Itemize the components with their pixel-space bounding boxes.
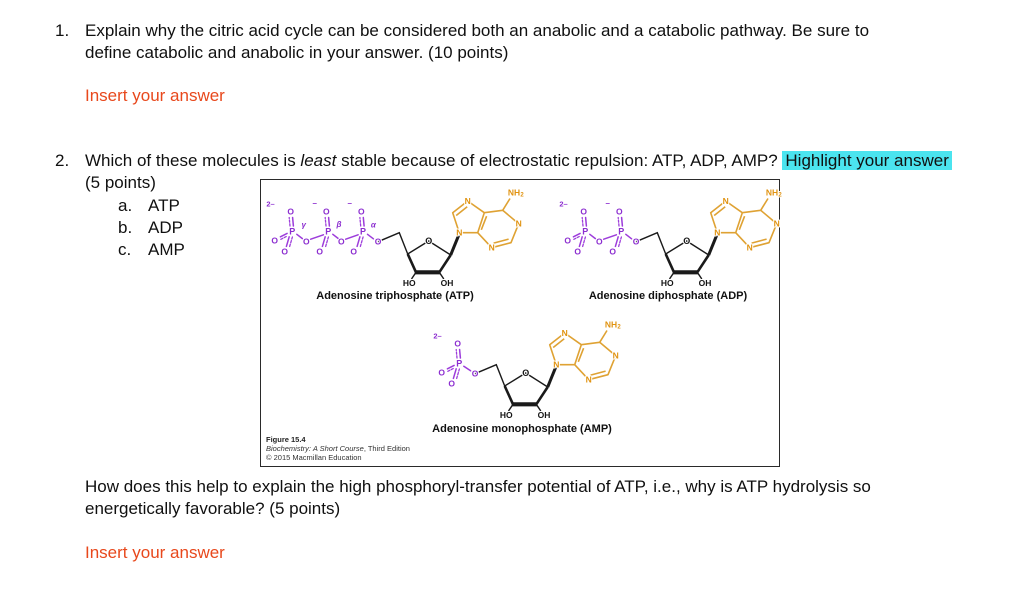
q2-italic-word: least [300,151,337,170]
q2-answer-prompt[interactable]: Insert your answer [85,543,225,562]
q2-followup-text [85,476,1005,520]
q1-text [85,20,1005,64]
atom-label: O [609,246,617,257]
atp-caption: Adenosine triphosphate (ATP) [316,290,474,302]
atom-label: O [615,206,623,217]
atom-label: P [359,226,367,237]
amp-caption: Adenosine monophosphate (AMP) [432,423,612,435]
atom-label: OH [698,278,712,288]
atom-label: α [370,220,376,230]
q2-text-post: stable because of electrostatic repulsion: ATP, ADP, AMP? [336,151,783,170]
atom-label: 2– [433,331,442,341]
atom-label: – [605,199,610,208]
choice-c-letter: c. [118,240,132,259]
q2-line1 [85,150,1020,172]
atom-label: O [595,236,603,247]
atom-label: OH [537,410,551,420]
atom-label: N [585,374,592,385]
atom-label: O [350,246,358,257]
figure-credit-source [266,444,410,453]
atom-label: O [522,368,530,378]
atom-label: N [456,227,463,238]
atom-label: N [553,359,560,370]
q2-followup-line2: energetically favorable? (5 points) [85,499,341,518]
atom-label: O [683,236,691,246]
adp-structure [556,186,781,300]
atom-label: HO [660,278,674,288]
figure-credit-title: Figure 15.4 [266,435,306,444]
atom-label: O [302,236,310,247]
atp-structure [263,186,539,300]
atom-label: β [336,219,342,229]
atom-label: O [316,246,324,257]
atom-label: P [582,226,589,237]
atom-label: P [325,226,332,237]
atom-label: N [746,242,753,253]
adp-ribose-side-bonds [666,254,709,272]
atom-label: 2– [559,199,568,209]
amp-structure [430,318,630,432]
atom-label: 2 [778,192,782,199]
atom-label: O [271,235,279,246]
atom-label: O [322,206,330,217]
choice-a-letter: a. [118,196,133,215]
q1-answer-prompt[interactable]: Insert your answer [85,86,225,105]
atom-label: N [773,218,780,229]
adp-adenine-rings [711,199,777,248]
atom-label: N [561,328,568,338]
atom-label: O [580,206,588,217]
atom-label: 2 [520,192,524,199]
choice-b-text: ADP [148,218,183,237]
atp-ribose-side-bonds [408,254,451,272]
adp-caption: Adenosine diphosphate (ADP) [588,290,748,302]
atom-label: N [612,350,619,361]
atom-label: O [564,235,572,246]
atom-label: P [618,226,625,237]
atom-label: O [287,206,295,217]
atom-label: HO [499,410,513,420]
q2-text-pre: Which of these molecules is [85,151,301,170]
atom-label: O [357,206,365,217]
choice-a-text: ATP [148,196,180,215]
q1-line1: Explain why the citric acid cycle can be considered both an anabolic and a catabolic pathway. Be sure to [85,21,870,40]
choice-a[interactable] [118,195,180,217]
atom-label: NH [507,187,521,198]
atom-label: O [632,236,640,247]
q1-line2: define catabolic and anabolic in your answer. (10 points) [85,43,509,62]
atom-label: O [471,368,479,379]
atom-label: N [488,242,495,253]
atom-label: O [448,378,456,389]
atom-label: γ [301,220,306,230]
choice-c-text: AMP [148,240,185,259]
atom-label: N [722,196,729,206]
atom-label: O [454,338,462,349]
atom-label: N [464,196,471,206]
atom-label: O [281,246,289,257]
atom-label: O [425,236,433,246]
amp-ribose-side-bonds [505,386,548,404]
atom-label: N [515,218,522,229]
choice-b[interactable] [118,217,183,239]
atom-label: O [438,367,446,378]
figure-credit-source-italic: Biochemistry: A Short Course [266,444,364,453]
atom-label: NH [604,319,618,330]
atom-label: P [289,226,296,237]
figure-15-4 [260,179,780,467]
figure-credit-source-rest: , Third Edition [363,444,410,453]
atom-label: O [374,236,382,247]
choice-c[interactable] [118,239,185,261]
figure-credit [266,435,410,462]
atom-label: O [337,236,345,247]
choice-b-letter: b. [118,218,133,237]
atom-label: N [714,227,721,238]
amp-adenine-rings [550,331,616,380]
atom-label: HO [402,278,416,288]
q2-followup-line1: How does this help to explain the high phosphoryl-transfer potential of ATP, i.e., why is ATP hydrolysis so [85,477,871,496]
atom-label: – [347,199,352,208]
figure-credit-copyright: © 2015 Macmillan Education [266,453,362,462]
q1-number: 1. [55,21,70,40]
q2-highlighted-instruction: Highlight your answer [782,151,951,170]
atom-label: NH [765,187,779,198]
q2-number: 2. [55,151,70,170]
atom-label: OH [440,278,454,288]
q2-points-line: (5 points) [85,173,156,192]
atom-label: 2 [617,324,621,331]
atp-adenine-rings [453,199,519,248]
atom-label: P [456,358,463,369]
atom-label: 2– [266,199,275,209]
atom-label: O [574,246,582,257]
atom-label: – [312,199,317,208]
